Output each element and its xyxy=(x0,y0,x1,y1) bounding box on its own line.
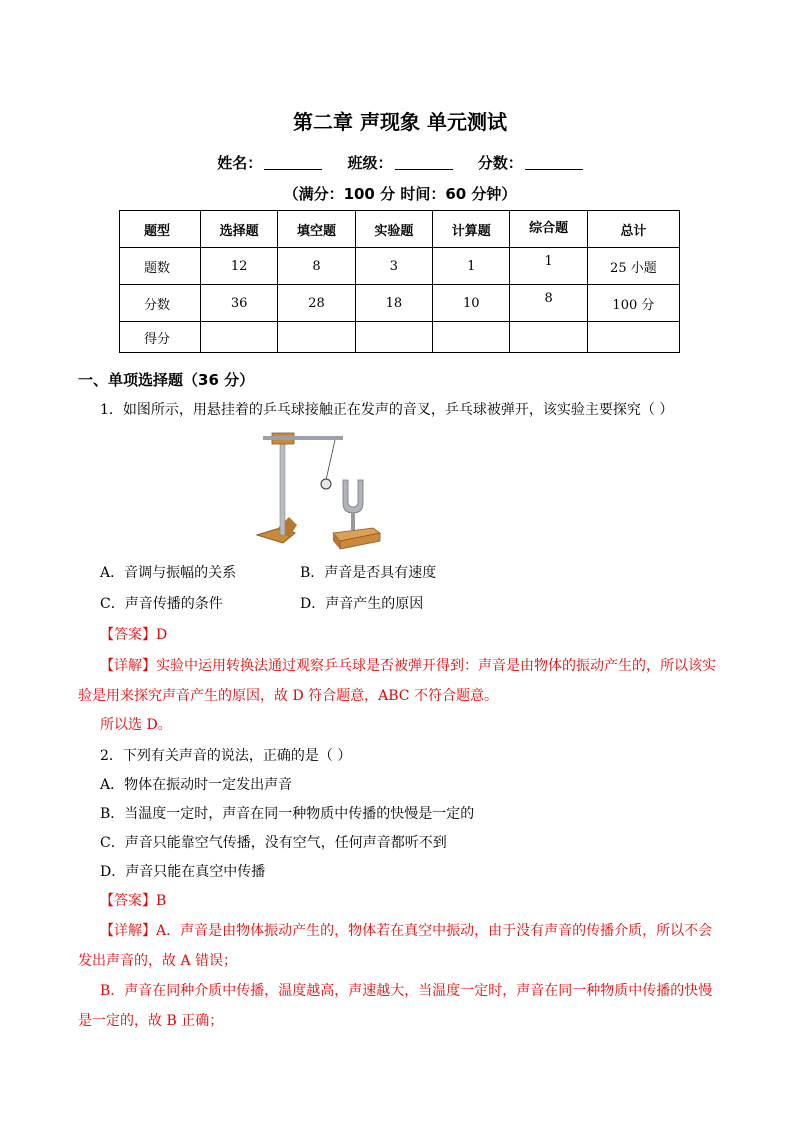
table-cell: 1 xyxy=(510,248,587,285)
score-label: 分数： xyxy=(477,154,523,172)
stand-rod xyxy=(280,439,285,535)
option-c: C．声音只能靠空气传播，没有空气，任何声音都听不到 xyxy=(100,835,447,851)
table-cell[interactable] xyxy=(355,322,432,353)
table-cell: 25 小题 xyxy=(587,248,679,285)
answer-label: 【答案】B xyxy=(100,893,167,909)
explanation-text: 是一定的，故 B 正确； xyxy=(78,1013,224,1029)
explanation-text: 【详解】A．声音是由物体振动产生的，物体若在真空中振动，由于没有声音的传播介质，所以不会 xyxy=(100,923,713,939)
question-2-stem: 2．下列有关声音的说法，正确的是（ ） xyxy=(100,748,352,764)
table-cell: 1 xyxy=(433,248,510,285)
table-cell: 12 xyxy=(201,248,278,285)
table-cell: 18 xyxy=(355,285,432,322)
table-header-row xyxy=(120,211,680,248)
table-cell: 题数 xyxy=(120,248,201,285)
question-1-stem: 1．如图所示，用悬挂着的乒乓球接触正在发声的音叉，乒乓球被弹开，该实验主要探究（ ） xyxy=(100,402,674,418)
table-row xyxy=(120,322,680,353)
score-field xyxy=(478,154,583,172)
stand-arm xyxy=(263,436,343,440)
table-cell: 得分 xyxy=(120,322,201,353)
page-title: 第二章 声现象 单元测试 xyxy=(293,110,507,134)
class-blank[interactable] xyxy=(395,155,453,170)
table-cell[interactable] xyxy=(278,322,355,353)
table-header-cell: 选择题 xyxy=(201,211,278,248)
name-blank[interactable] xyxy=(264,155,322,170)
table-cell: 8 xyxy=(278,248,355,285)
table-cell[interactable] xyxy=(201,322,278,353)
name-label: 姓名： xyxy=(217,154,263,172)
tuning-fork xyxy=(343,480,363,513)
answer-label: 【答案】D xyxy=(100,627,168,643)
option-d: D．声音只能在真空中传播 xyxy=(100,864,266,880)
ping-pong-ball xyxy=(321,479,331,489)
option-c: C．声音传播的条件 xyxy=(100,596,223,612)
pendulum-string xyxy=(326,440,335,480)
table-header-cell: 填空题 xyxy=(278,211,355,248)
table-header-cell: 实验题 xyxy=(355,211,432,248)
explanation-text: B．声音在同种介质中传播，温度越高，声速越大，当温度一定时，声音在同一种物质中传播的快慢 xyxy=(100,983,713,999)
tuning-fork-stem xyxy=(351,512,355,530)
tuning-fork-figure xyxy=(255,425,385,550)
explanation-text: 发出声音的，故 A 错误； xyxy=(78,953,238,969)
table-cell[interactable] xyxy=(587,322,679,353)
option-a: A．物体在振动时一定发出声音 xyxy=(100,777,293,793)
section-heading: 一、单项选择题（36 分） xyxy=(78,371,255,389)
table-header-cell: 题型 xyxy=(120,211,201,248)
table-cell: 8 xyxy=(510,285,587,322)
table-cell: 100 分 xyxy=(587,285,679,322)
explanation-text: 所以选 D。 xyxy=(100,717,172,733)
table-cell: 3 xyxy=(355,248,432,285)
table-header-cell: 总计 xyxy=(587,211,679,248)
table-cell: 10 xyxy=(433,285,510,322)
option-d: D．声音产生的原因 xyxy=(300,596,424,612)
table-cell: 分数 xyxy=(120,285,201,322)
option-b: B．声音是否具有速度 xyxy=(300,565,437,581)
name-field xyxy=(217,154,322,172)
explanation-text: 验是用来探究声音产生的原因，故 D 符合题意，ABC 不符合题意。 xyxy=(78,688,498,704)
score-blank[interactable] xyxy=(525,155,583,170)
class-label: 班级： xyxy=(347,154,393,172)
explanation-text: 【详解】实验中运用转换法通过观察乒乓球是否被弹开得到：声音是由物体的振动产生的，所以该实 xyxy=(100,658,716,674)
table-cell[interactable] xyxy=(510,322,587,353)
table-row xyxy=(120,285,680,322)
option-a: A．音调与振幅的关系 xyxy=(100,565,237,581)
student-info-line xyxy=(0,152,800,173)
exam-subtitle: （满分：100 分 时间：60 分钟） xyxy=(283,185,517,203)
table-row xyxy=(120,248,680,285)
table-cell[interactable] xyxy=(433,322,510,353)
table-cell: 28 xyxy=(278,285,355,322)
score-table xyxy=(119,210,680,353)
class-field xyxy=(347,154,452,172)
option-b: B．当温度一定时，声音在同一种物质中传播的快慢是一定的 xyxy=(100,806,475,822)
table-header-cell: 综合题 xyxy=(510,211,587,248)
table-header-cell: 计算题 xyxy=(433,211,510,248)
table-cell: 36 xyxy=(201,285,278,322)
